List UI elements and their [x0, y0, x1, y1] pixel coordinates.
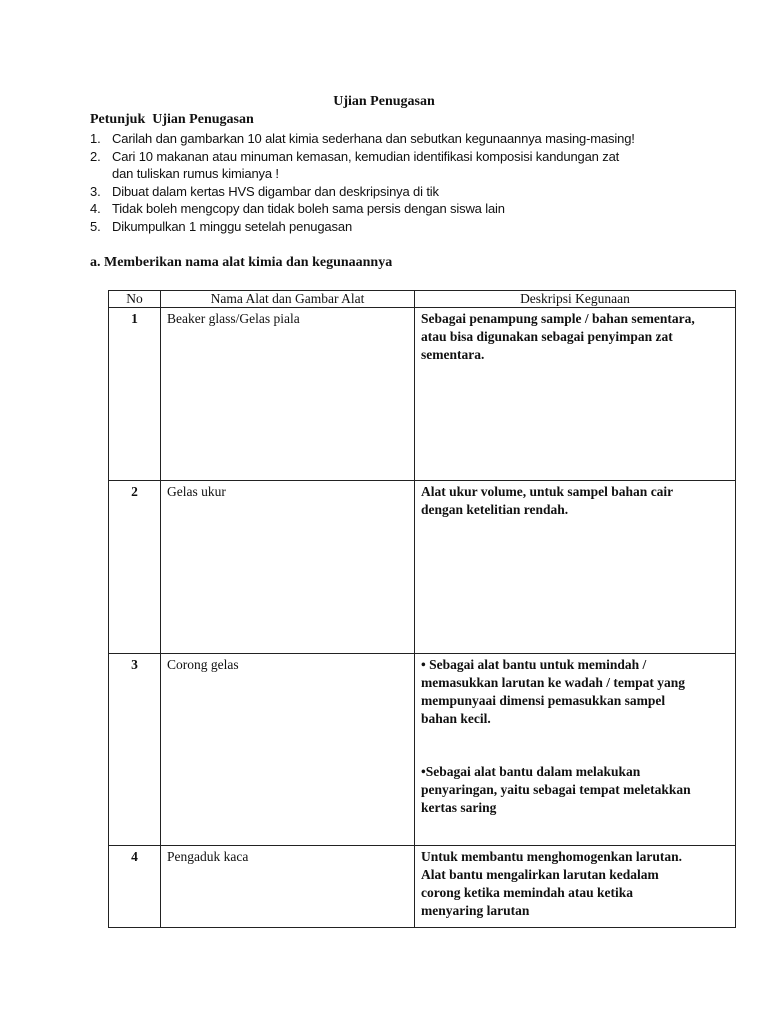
- tools-table: [108, 290, 736, 928]
- instruction-item: [90, 130, 690, 148]
- table-row: [109, 654, 736, 846]
- instruction-number: 3.: [90, 183, 101, 199]
- row-number: 2: [109, 481, 161, 654]
- tool-description: [415, 654, 736, 846]
- instruction-item: [90, 200, 690, 218]
- instruction-number: 4.: [90, 201, 101, 216]
- table-header-row: [109, 291, 736, 308]
- instruction-number: 5.: [90, 218, 101, 234]
- instruction-number: 2.: [90, 148, 101, 164]
- table-row: [109, 308, 736, 481]
- tool-name: Beaker glass/Gelas piala: [161, 308, 415, 481]
- row-number: 1: [109, 308, 161, 481]
- description-paragraph: Alat ukur volume, untuk sampel bahan cair dengan ketelitian rendah.: [421, 484, 674, 517]
- paragraph-gap: [421, 728, 729, 763]
- instruction-item: [90, 148, 690, 183]
- row-number: 4: [109, 846, 161, 928]
- instruction-text: Dikumpulkan 1 minggu setelah penugasan: [112, 218, 353, 234]
- description-paragraph: • Sebagai alat bantu untuk memindah / memasukkan larutan ke wadah / tempat yang mempunyaai dimensi pemasukkan sampel bahan kecil.: [421, 657, 686, 726]
- instructions-heading: Petunjuk Ujian Penugasan: [90, 112, 254, 127]
- section-heading: a. Memberikan nama alat kimia dan kegunaannya: [90, 255, 393, 270]
- table-row: [109, 846, 736, 928]
- row-number: 3: [109, 654, 161, 846]
- description-paragraph: Sebagai penampung sample / bahan sementara, atau bisa digunakan sebagai penyimpan zat sementara.: [421, 311, 695, 362]
- instruction-text: Dibuat dalam kertas HVS digambar dan deskripsinya di tik: [112, 183, 439, 199]
- instruction-text: Tidak boleh mengcopy dan tidak boleh sama persis dengan siswa lain: [112, 201, 505, 216]
- tool-description: [415, 481, 736, 654]
- table-row: [109, 481, 736, 654]
- header-no: No: [109, 291, 161, 308]
- tool-name: Pengaduk kaca: [161, 846, 415, 928]
- instruction-number: 1.: [90, 131, 101, 146]
- instruction-text: Cari 10 makanan atau minuman kemasan, kemudian identifikasi komposisi kandungan zat dan tuliskan rumus kimianya !: [112, 148, 620, 181]
- header-name: Nama Alat dan Gambar Alat: [161, 291, 415, 308]
- description-paragraph: Untuk membantu menghomogenkan larutan. Alat bantu mengalirkan larutan kedalam corong ketika memindah atau ketika menyaring larutan: [421, 849, 683, 918]
- tool-name: Corong gelas: [161, 654, 415, 846]
- tool-description: [415, 308, 736, 481]
- description-paragraph: •Sebagai alat bantu dalam melakukan penyaringan, yaitu sebagai tempat meletakkan kertas saring: [421, 764, 691, 815]
- instructions-list: [90, 130, 690, 235]
- header-desc: Deskripsi Kegunaan: [415, 291, 736, 308]
- instruction-item: [90, 218, 690, 236]
- tool-description: [415, 846, 736, 928]
- tool-name: Gelas ukur: [161, 481, 415, 654]
- document-title: Ujian Penugasan: [333, 94, 435, 109]
- instruction-text: Carilah dan gambarkan 10 alat kimia sederhana dan sebutkan kegunaannya masing-masing!: [112, 131, 635, 146]
- instruction-item: [90, 183, 690, 201]
